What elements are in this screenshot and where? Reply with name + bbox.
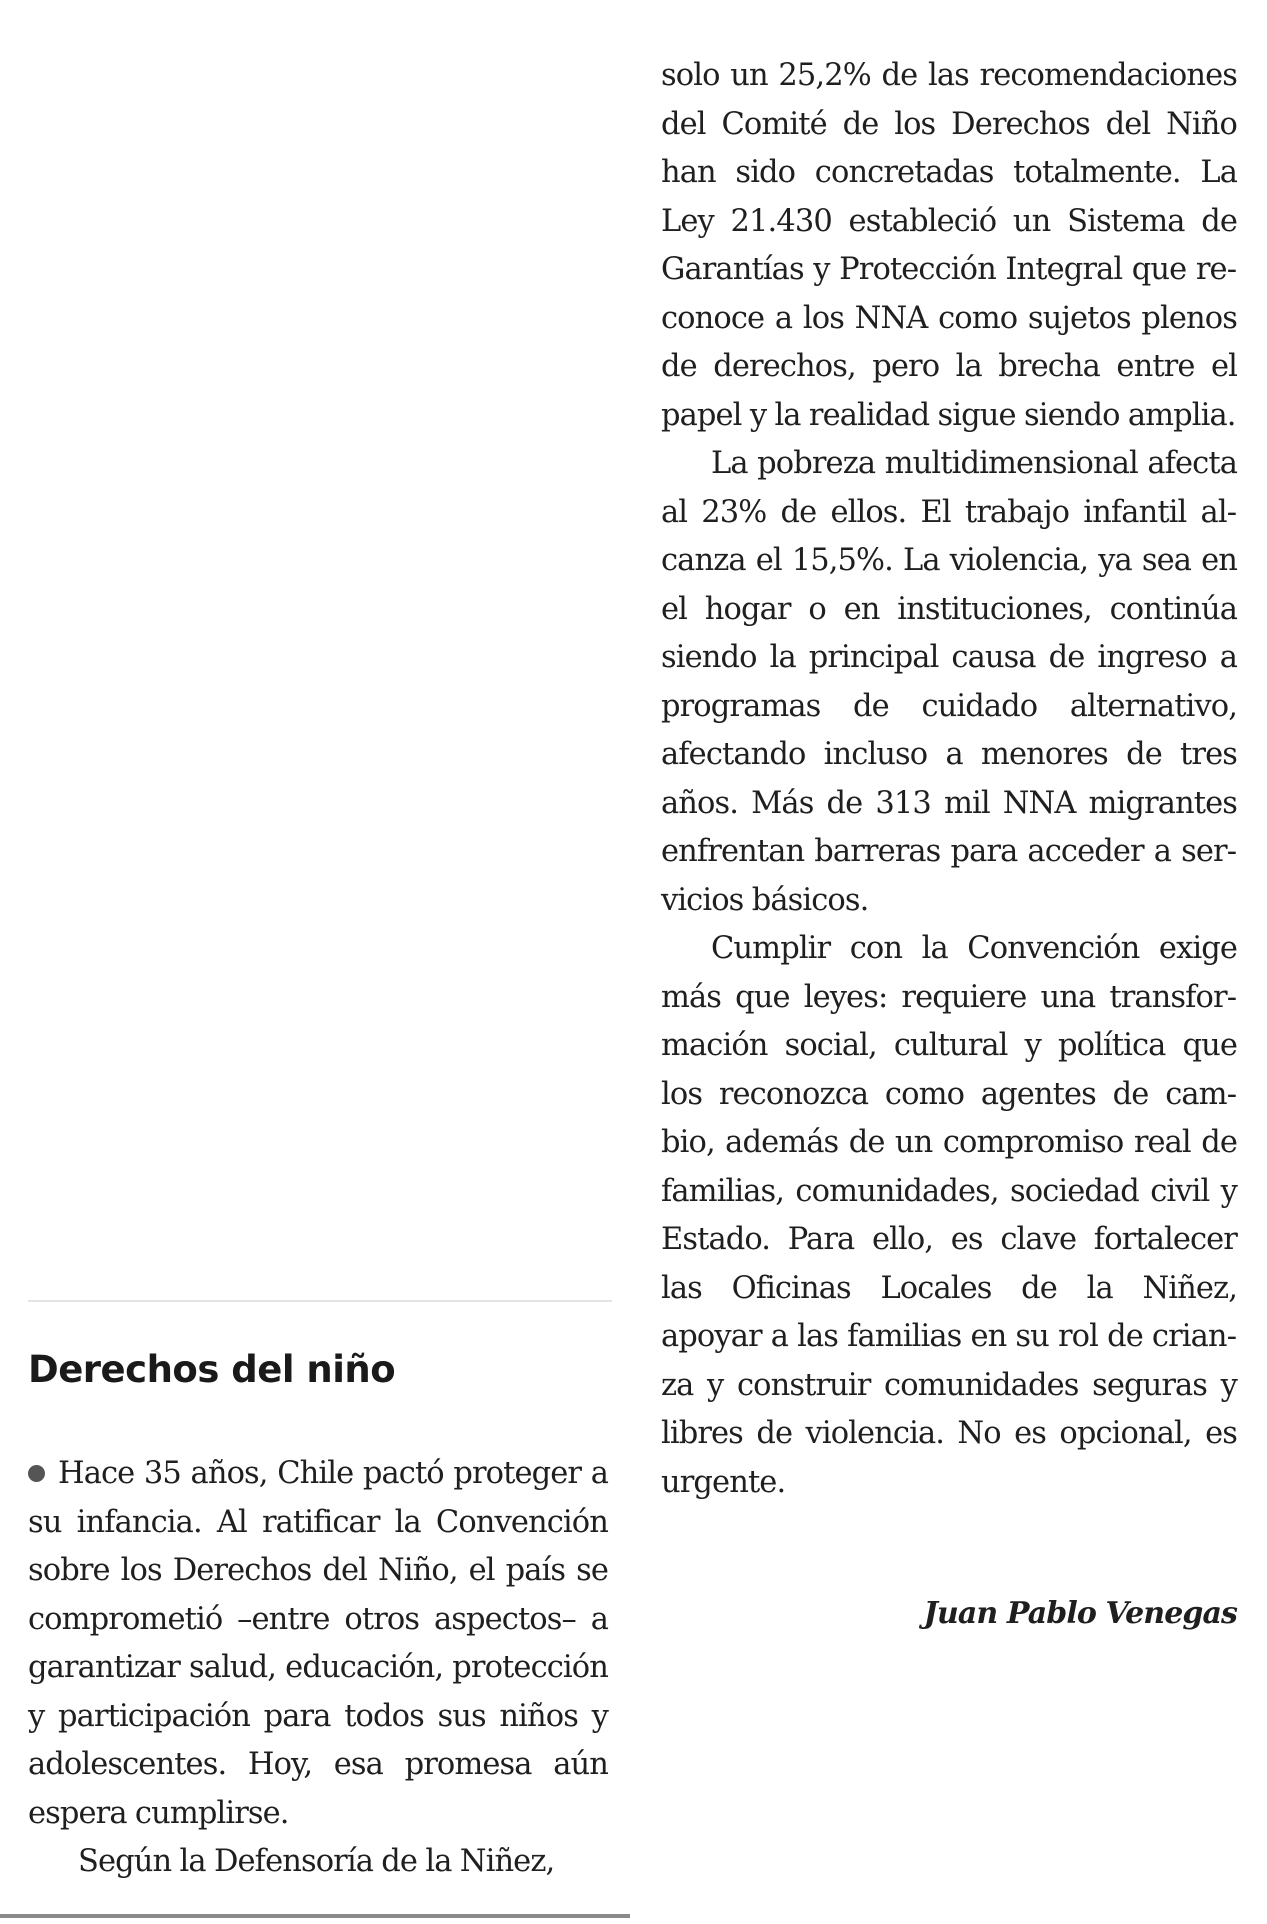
author-signature: Juan Pablo Venegas <box>923 1596 1237 1631</box>
body-paragraph: Según la Defensoría de la Niñez, <box>78 1844 555 1879</box>
lead-paragraph <box>28 1450 608 1838</box>
article-headline: Derechos del niño <box>28 1348 396 1391</box>
section-divider <box>28 1300 612 1302</box>
bottom-divider <box>0 1914 630 1918</box>
lead-paragraph-text: Hace 35 años, Chile pactó proteger a su infancia. Al ratificar la Convención sobre los Derechos del Niño, el país se comprometió –entre otros aspectos– a garantizar salud, educación, protección y participación para todos sus niños y adolescentes. Hoy, esa promesa aún espera cumplirse. <box>28 1456 608 1831</box>
body-paragraph: solo un 25,2% de las recomendaciones del Comité de los Derechos del Niño han sido concretadas totalmente. La Ley 21.430 estableció un Sistema de Garantías y Protección Integral que reconoce a los NNA como sujetos plenos de derechos, pero la brecha entre el papel y la realidad sigue siendo amplia. <box>661 58 1237 433</box>
body-paragraph: La pobreza multidimensional afecta al 23% de ellos. El trabajo infantil alcanza el 15,5%. La violencia, ya sea en el hogar o en instituciones, continúa siendo la principal causa de ingreso a programas de cuidado alternativo, afectando incluso a menores de tres años. Más de 313 mil NNA migrantes enfrentan barreras para acceder a servicios básicos. <box>661 446 1237 918</box>
left-column <box>28 1450 608 1887</box>
bullet-icon <box>28 1465 45 1482</box>
body-paragraph: Cumplir con la Convención exige más que leyes: requiere una transformación social, cultural y política que los reconozca como agentes de cambio, además de un compromiso real de familias, comunidades, sociedad civil y Estado. Para ello, es clave fortalecer las Oficinas Locales de la Niñez, apoyar a las familias en su rol de crianza y construir comunidades seguras y libres de violencia. No es opcional, es urgente. <box>661 931 1237 1500</box>
right-column <box>661 52 1237 1507</box>
